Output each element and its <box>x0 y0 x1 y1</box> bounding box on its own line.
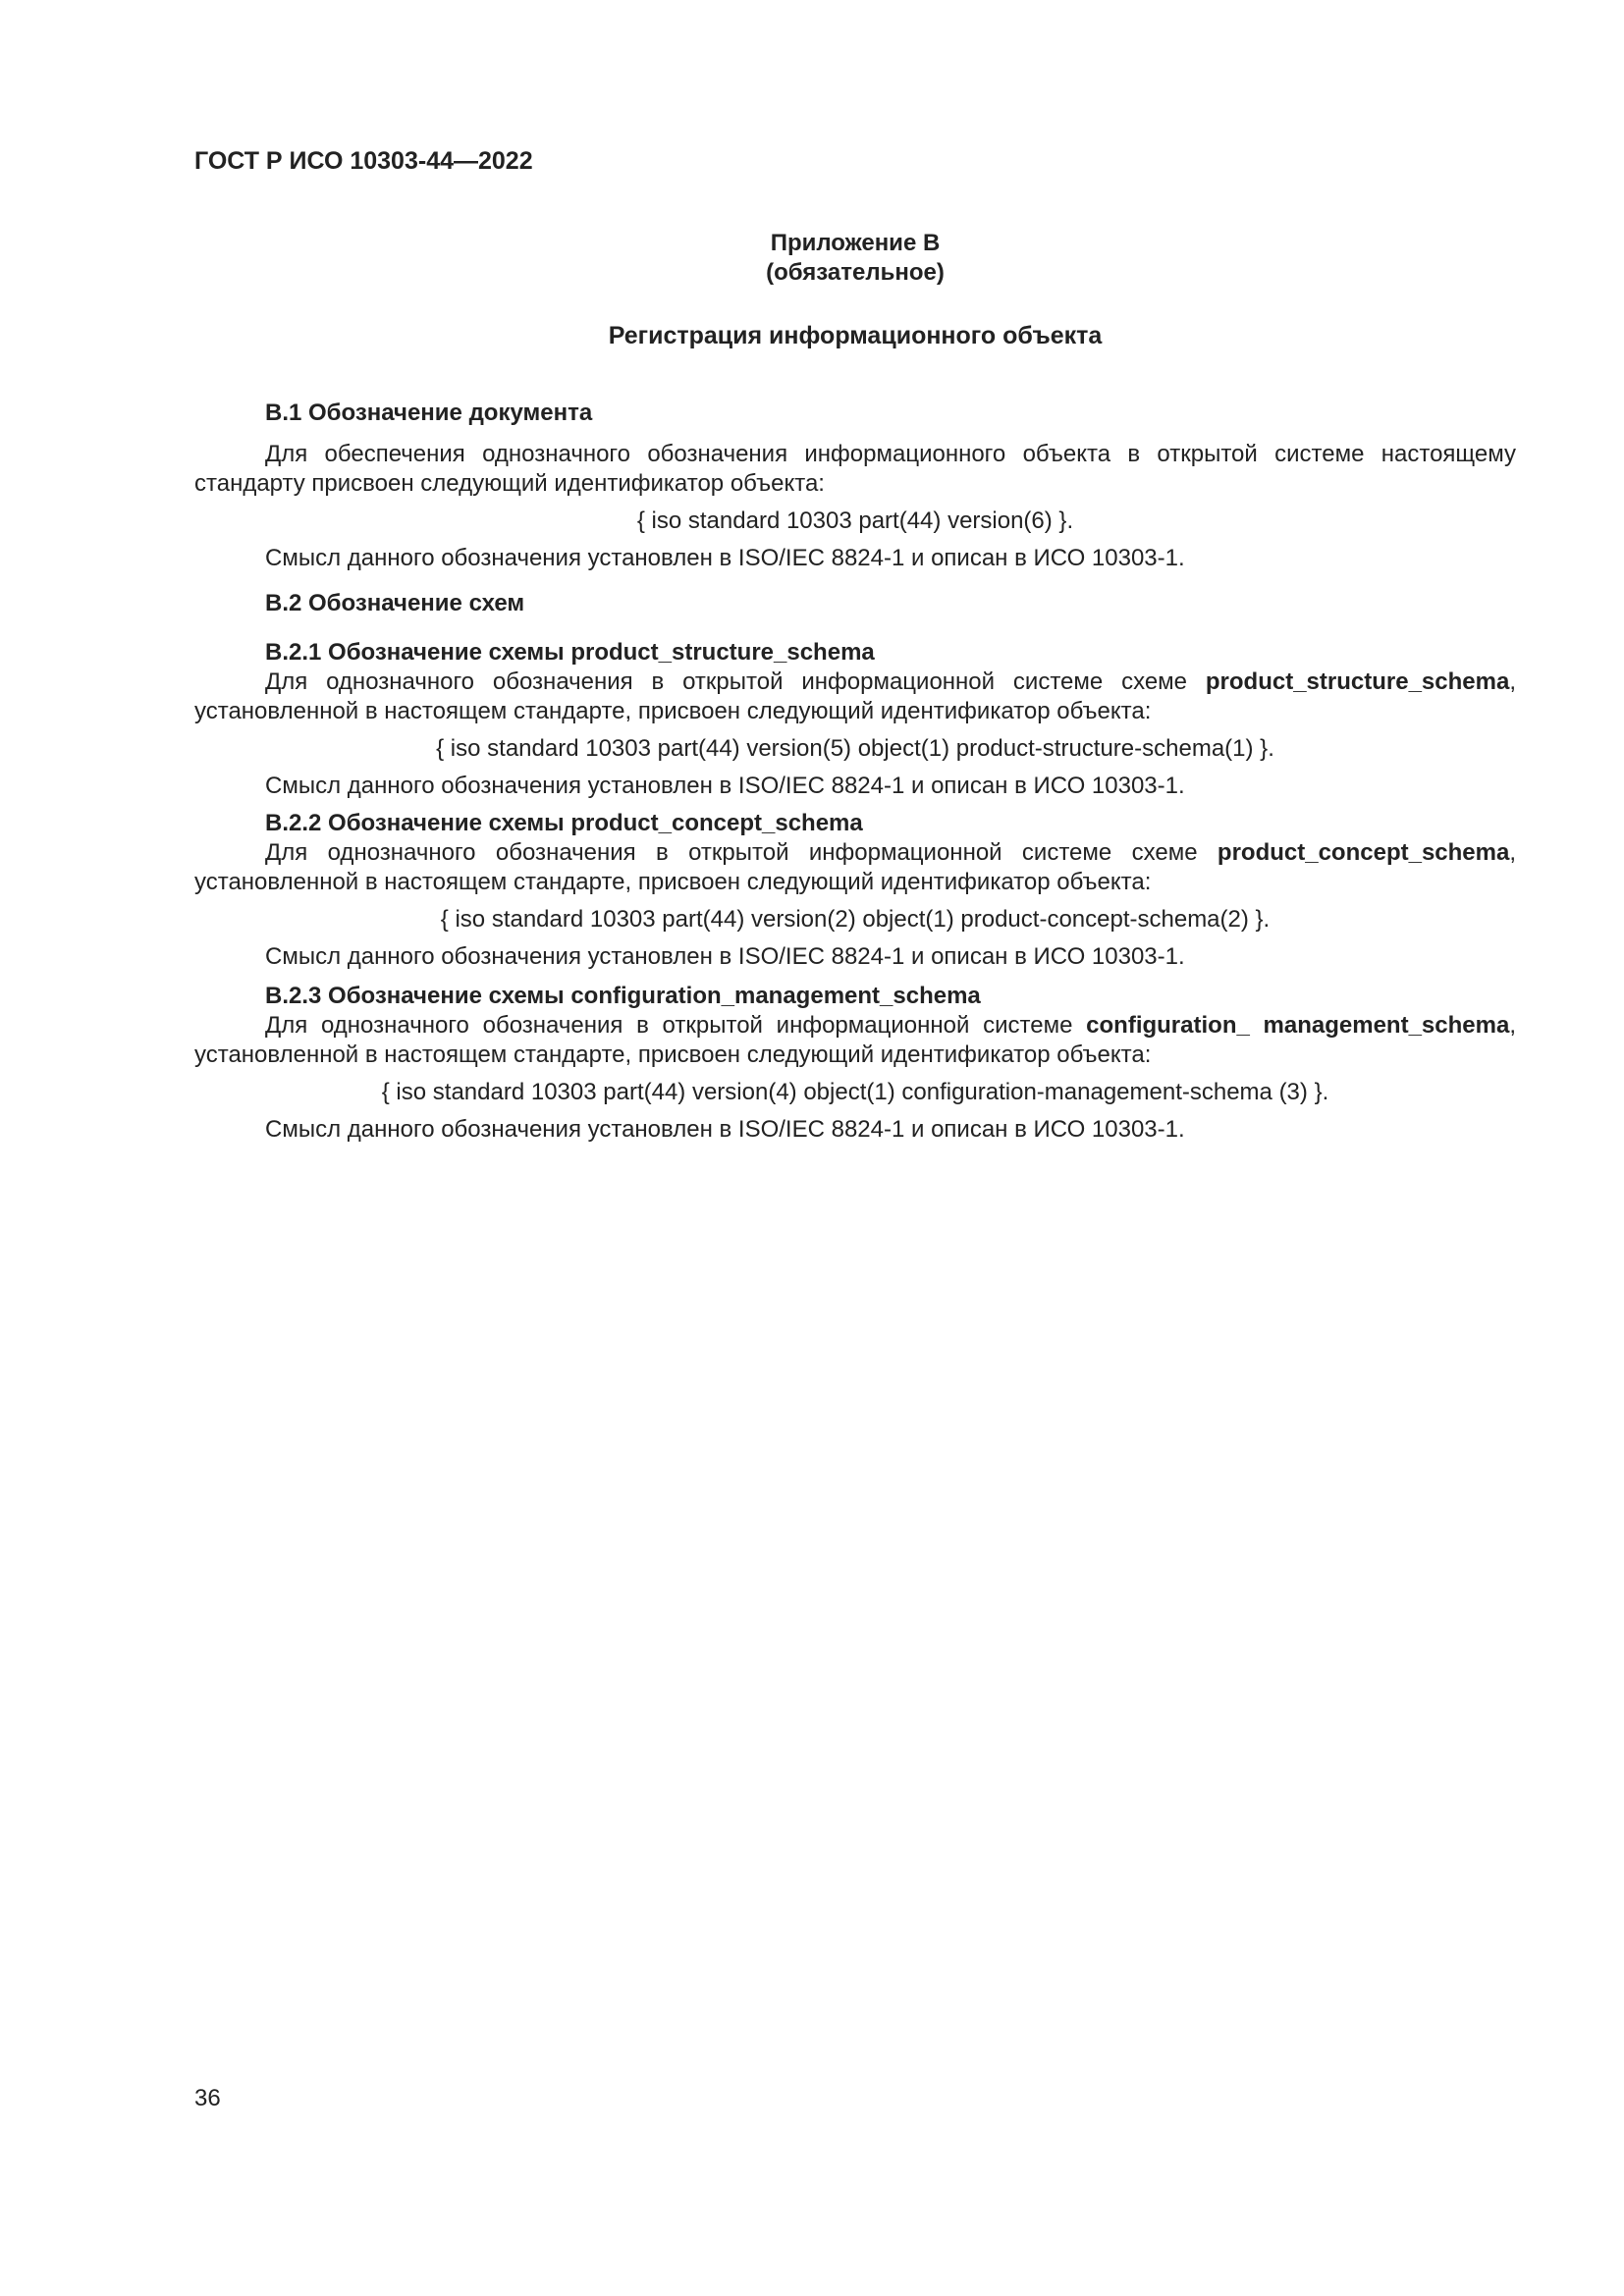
meaning-note: Смысл данного обозначения установлен в ISO/IEC 8824-1 и описан в ИСО 10303-1. <box>265 943 1185 970</box>
meaning-note: Смысл данного обозначения установлен в ISO/IEC 8824-1 и описан в ИСО 10303-1. <box>265 773 1185 799</box>
meaning-note: Смысл данного обозначения установлен в ISO/IEC 8824-1 и описан в ИСО 10303-1. <box>265 1116 1185 1143</box>
document-code: ГОСТ Р ИСО 10303-44—2022 <box>194 147 533 175</box>
section-heading: В.2.2 Обозначение схемы product_concept_schema <box>265 810 863 836</box>
section-b22 <box>194 809 1516 972</box>
annex-label: Приложение В <box>770 230 941 256</box>
schema-name: product_structure_schema <box>1205 668 1510 695</box>
page-number: 36 <box>194 2085 221 2111</box>
section-b1 <box>194 399 1516 573</box>
schema-name: configuration_ management_schema <box>1086 1012 1510 1039</box>
annex-status: (обязательное) <box>766 259 945 286</box>
section-heading: В.2.3 Обозначение схемы configuration_management_schema <box>265 983 981 1009</box>
object-identifier: { iso standard 10303 part(44) version(5) object(1) product-structure-schema(1) }. <box>436 735 1274 762</box>
schema-name: product_concept_schema <box>1217 839 1510 866</box>
paragraph: Для обеспечения однозначного обозначения информационного объекта в открытой системе настоящему стандарту присвоен следующий идентификатор объекта: <box>194 441 1516 497</box>
section-heading: В.2 Обозначение схем <box>265 590 525 616</box>
paragraph: Для однозначного обозначения в открытой информационной системе configuration_ management_schema, установленной в настоящем стандарте, присвоен следующий идентификатор объекта: <box>194 1012 1516 1068</box>
section-b23 <box>194 982 1516 1145</box>
annex-title: Регистрация информационного объекта <box>608 322 1103 349</box>
object-identifier: { iso standard 10303 part(44) version(4) object(1) configuration-management-schema (3) }. <box>381 1079 1329 1105</box>
object-identifier: { iso standard 10303 part(44) version(6) }. <box>636 507 1074 534</box>
section-heading: В.1 Обозначение документа <box>265 400 593 426</box>
meaning-note: Смысл данного обозначения установлен в ISO/IEC 8824-1 и описан в ИСО 10303-1. <box>265 545 1185 571</box>
section-b21 <box>194 638 1516 801</box>
section-heading: В.2.1 Обозначение схемы product_structure_schema <box>265 639 875 666</box>
paragraph: Для однозначного обозначения в открытой информационной системе схеме product_concept_schema, установленной в настоящем стандарте, присвоен следующий идентификатор объекта: <box>194 839 1516 895</box>
object-identifier: { iso standard 10303 part(44) version(2) object(1) product-concept-schema(2) }. <box>440 906 1271 933</box>
paragraph: Для однозначного обозначения в открытой информационной системе схеме product_structure_schema, установленной в настоящем стандарте, присвоен следующий идентификатор объекта: <box>194 668 1516 724</box>
section-b2 <box>194 589 1516 618</box>
